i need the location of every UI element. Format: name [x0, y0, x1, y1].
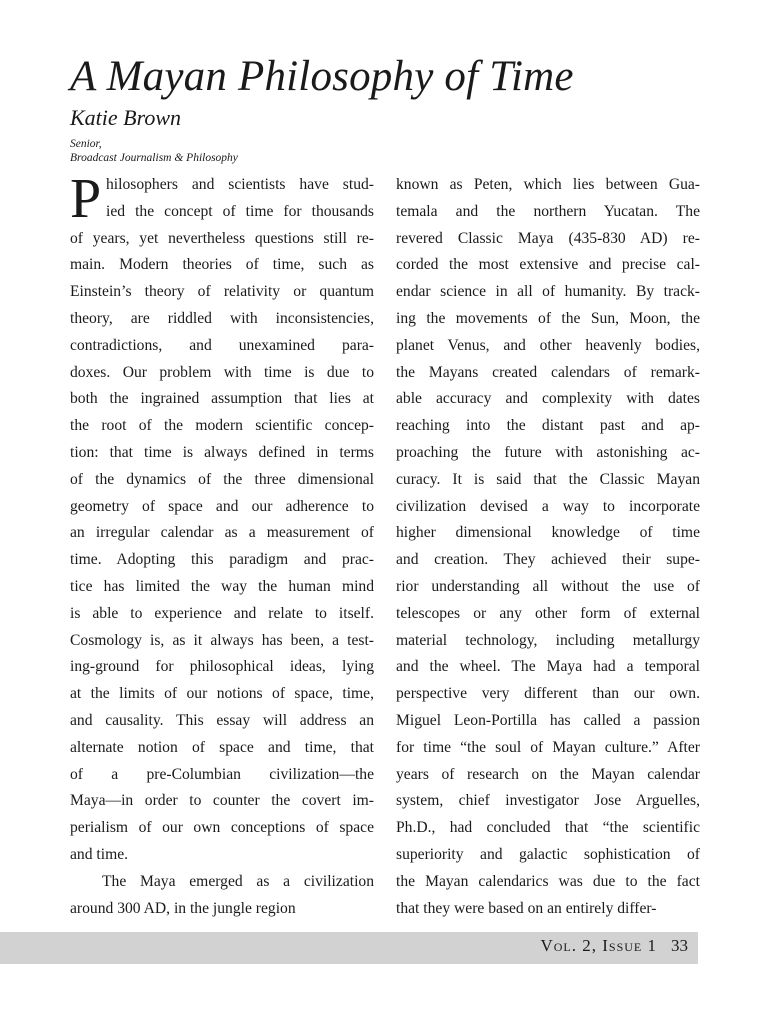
text-line: The Maya emerged as a civilization [102, 872, 374, 890]
text-line: geometry of space and our adherence to [70, 497, 374, 515]
text-line: planet Venus, and other heavenly bodies, [396, 336, 700, 354]
text-line: main. Modern theories of time, such as [70, 256, 374, 274]
text-line: corded the most extensive and precise cal- [396, 256, 700, 274]
right-text-column [396, 172, 700, 922]
text-line: civilization devised a way to incorporate [396, 497, 700, 515]
text-line: superiority and galactic sophistication of [396, 845, 700, 863]
text-line: Einstein’s theory of relativity or quantum [70, 283, 374, 301]
text-line: is able to experience and relate to itself. [70, 604, 374, 622]
text-line: revered Classic Maya (435-830 AD) re- [396, 229, 700, 247]
text-line: that they were based on an entirely differ- [396, 899, 657, 917]
footer-text [540, 936, 688, 956]
page-number: 33 [671, 936, 688, 955]
drop-cap: P [70, 168, 102, 230]
text-line: doxes. Our problem with time is due to [70, 363, 374, 381]
text-line: an irregular calendar as a measurement of [70, 524, 374, 542]
text-line: time. Adopting this paradigm and prac- [70, 551, 374, 569]
article-title: A Mayan Philosophy of Time [70, 53, 574, 100]
text-line: telescopes or any other form of external [396, 604, 700, 622]
left-text-column [70, 168, 374, 922]
text-line: Miguel Leon-Portilla has called a passion [396, 711, 700, 729]
text-line: known as Peten, which lies between Gua- [396, 176, 700, 193]
text-line: material technology, including metallurgy [396, 631, 700, 649]
text-line: perialism of our own conceptions of space [70, 819, 374, 837]
text-line: around 300 AD, in the jungle region [70, 899, 296, 917]
text-line: temala and the northern Yucatan. The [396, 202, 700, 220]
text-line: tion: that time is always defined in terms [70, 443, 374, 461]
text-line: years of research on the Mayan calendar [396, 765, 700, 783]
affiliation-line: Senior, [70, 138, 102, 150]
text-line: of years, yet nevertheless questions still re- [70, 229, 374, 247]
text-line: system, chief investigator Jose Arguelles, [396, 792, 700, 810]
text-line: both the ingrained assumption that lies at [70, 390, 374, 408]
text-line: alternate notion of space and time, that [70, 738, 374, 756]
text-line: hilosophers and scientists have stud- [106, 176, 374, 193]
text-line: tice has limited the way the human mind [70, 577, 374, 595]
text-line: and time. [70, 845, 129, 863]
text-line: of a pre-Columbian civilization—the [70, 765, 374, 783]
text-line: and causality. This essay will address an [70, 711, 374, 729]
text-line: ied the concept of time for thousands [106, 202, 374, 220]
text-line: and creation. They achieved their supe- [396, 551, 700, 569]
text-line: the root of the modern scientific concep- [70, 417, 374, 435]
text-line: proaching the future with astonishing ac- [396, 443, 700, 461]
text-line: ing the movements of the Sun, Moon, the [396, 309, 700, 327]
footer-bar [0, 932, 698, 964]
text-line: Cosmology is, as it always has been, a test- [70, 631, 374, 649]
text-line: endar science in all of humanity. By track- [396, 283, 700, 301]
text-line: the Mayans created calendars of remark- [396, 363, 700, 381]
text-line: at the limits of our notions of space, time, [70, 685, 374, 703]
text-line: higher dimensional knowledge of time [396, 524, 700, 542]
text-line: of the dynamics of the three dimensional [70, 470, 374, 488]
text-line: theory, are riddled with inconsistencies, [70, 309, 374, 327]
text-line: curacy. It is said that the Classic Mayan [396, 470, 700, 488]
text-line: able accuracy and complexity with dates [396, 390, 700, 408]
text-line: and the wheel. The Maya had a temporal [396, 658, 700, 676]
text-line: rior understanding all without the use of [396, 577, 700, 595]
text-line: contradictions, and unexamined para- [70, 336, 374, 354]
text-line: ing-ground for philosophical ideas, lying [70, 658, 374, 676]
text-line: for time “the soul of Mayan culture.” After [396, 738, 700, 756]
text-line: Ph.D., had concluded that “the scientific [396, 819, 700, 837]
author-affiliation [70, 137, 238, 165]
text-line: the Mayan calendarics was due to the fact [396, 872, 700, 890]
journal-issue: Vol. 2, Issue 1 [540, 936, 657, 955]
affiliation-line: Broadcast Journalism & Philosophy [70, 152, 238, 164]
text-line: reaching into the distant past and ap- [396, 417, 700, 435]
author-name: Katie Brown [70, 105, 182, 130]
text-line: perspective very different than our own. [396, 685, 700, 703]
text-line: Maya—in order to counter the covert im- [70, 792, 374, 810]
